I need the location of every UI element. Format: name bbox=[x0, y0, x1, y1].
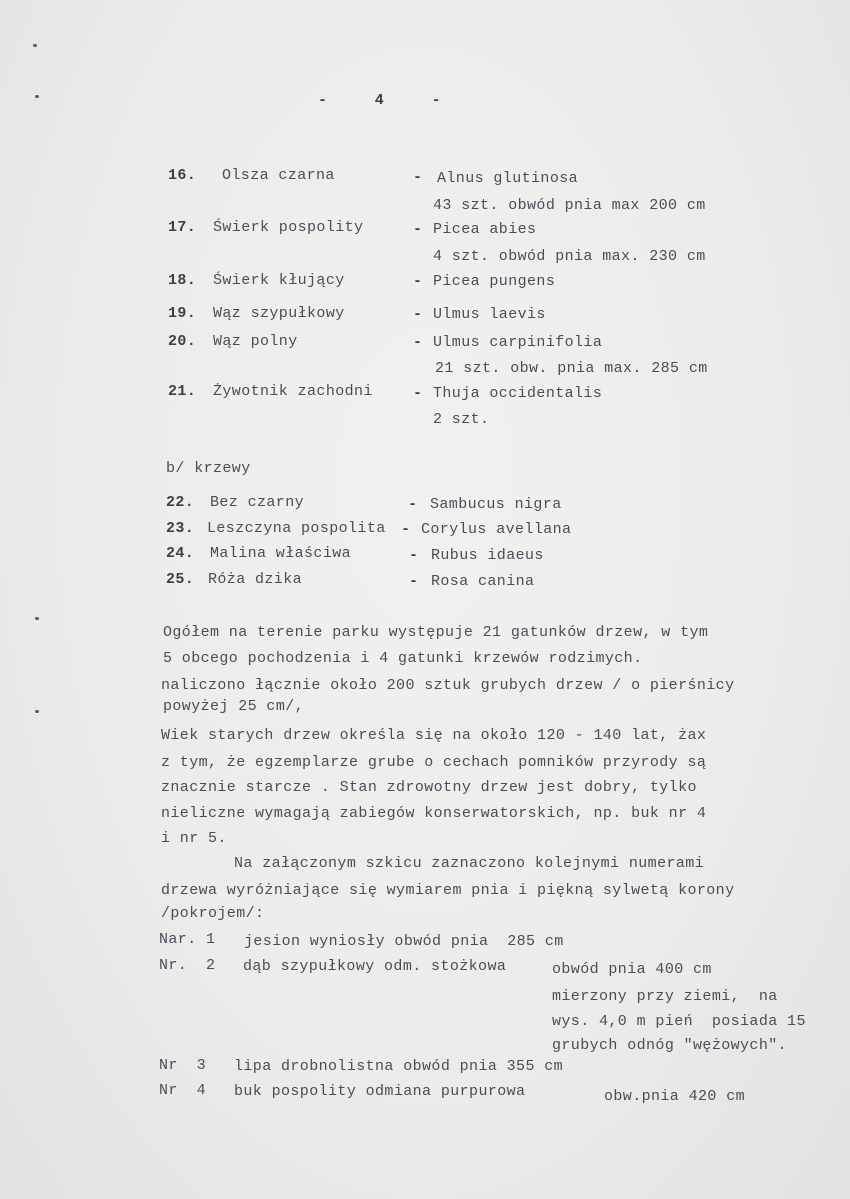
dash: - bbox=[413, 334, 423, 351]
tree-note: 4 szt. obwód pnia max. 230 cm bbox=[433, 248, 706, 265]
dash: - bbox=[401, 521, 411, 538]
punch-mark bbox=[35, 95, 39, 98]
tree-description: dąb szypułkowy odm. stożkowa bbox=[243, 958, 507, 975]
tree-note: 2 szt. bbox=[433, 411, 490, 428]
polish-name: Wąz polny bbox=[213, 333, 298, 350]
paragraph-line: /pokrojem/: bbox=[161, 905, 265, 922]
list-item-number: 22. bbox=[166, 494, 195, 511]
latin-name: Corylus avellana bbox=[421, 521, 572, 538]
paragraph-line: z tym, że egzemplarze grube o cechach pomników przyrody są bbox=[161, 754, 707, 771]
dash: - bbox=[413, 306, 423, 323]
tree-description: jesion wyniosły obwód pnia 285 cm bbox=[244, 933, 564, 950]
list-item-number: 25. bbox=[166, 571, 195, 588]
polish-name: Olsza czarna bbox=[222, 167, 335, 184]
punch-mark bbox=[33, 44, 37, 47]
latin-name: Picea abies bbox=[433, 221, 537, 238]
polish-name: Świerk pospolity bbox=[213, 219, 364, 236]
section-heading: b/ krzewy bbox=[166, 460, 251, 477]
dash: - bbox=[413, 273, 423, 290]
polish-name: Świerk kłujący bbox=[213, 272, 345, 289]
dash: - bbox=[408, 496, 418, 513]
tree-description: lipa drobnolistna obwód pnia 355 cm bbox=[234, 1058, 564, 1075]
paragraph-line: powyżej 25 cm/, bbox=[163, 698, 305, 715]
dash: - bbox=[409, 547, 419, 564]
paragraph-line: znacznie starcze . Stan zdrowotny drzew jest dobry, tylko bbox=[161, 779, 697, 796]
polish-name: Bez czarny bbox=[210, 494, 305, 511]
tree-measurement: obw.pnia 420 cm bbox=[604, 1088, 746, 1105]
punch-mark bbox=[35, 617, 39, 620]
list-item-number: 16. bbox=[168, 167, 197, 184]
paragraph-line: Wiek starych drzew określa się na około 120 - 140 lat, żax bbox=[161, 727, 707, 744]
tree-description: buk pospolity odmiana purpurowa bbox=[234, 1083, 526, 1100]
page-number: - 4 - bbox=[318, 92, 442, 109]
tree-number-label: Nar. 1 bbox=[159, 931, 216, 948]
list-item-number: 21. bbox=[168, 383, 197, 400]
latin-name: Rosa canina bbox=[431, 573, 535, 590]
paragraph-line: Ogółem na terenie parku występuje 21 gatunków drzew, w tym bbox=[163, 624, 709, 641]
tree-note: 21 szt. obw. pnia max. 285 cm bbox=[435, 360, 708, 377]
paragraph-line: drzewa wyróżniające się wymiarem pnia i piękną sylwetą korony bbox=[161, 882, 735, 899]
tree-measurement: grubych odnóg "wężowych". bbox=[552, 1037, 788, 1054]
polish-name: Leszczyna pospolita bbox=[207, 520, 386, 537]
polish-name: Róża dzika bbox=[208, 571, 303, 588]
dash: - bbox=[413, 385, 423, 402]
latin-name: Thuja occidentalis bbox=[433, 385, 603, 402]
dash: - bbox=[409, 573, 419, 590]
list-item-number: 18. bbox=[168, 272, 197, 289]
paragraph-line: naliczono łącznie około 200 sztuk grubych drzew / o pierśnicy bbox=[161, 677, 735, 694]
latin-name: Alnus glutinosa bbox=[437, 170, 579, 187]
list-item-number: 23. bbox=[166, 520, 195, 537]
polish-name: Malina właściwa bbox=[210, 545, 352, 562]
list-item-number: 24. bbox=[166, 545, 195, 562]
paragraph-line: 5 obcego pochodzenia i 4 gatunki krzewów rodzimych. bbox=[163, 650, 643, 667]
list-item-number: 20. bbox=[168, 333, 197, 350]
latin-name: Rubus idaeus bbox=[431, 547, 544, 564]
polish-name: Wąz szypułkowy bbox=[213, 305, 345, 322]
tree-measurement: wys. 4,0 m pień posiada 15 bbox=[552, 1013, 806, 1030]
latin-name: Ulmus laevis bbox=[433, 306, 546, 323]
tree-measurement: mierzony przy ziemi, na bbox=[552, 988, 778, 1005]
latin-name: Sambucus nigra bbox=[430, 496, 562, 513]
dash: - bbox=[413, 221, 423, 238]
dash: - bbox=[413, 169, 423, 186]
punch-mark bbox=[35, 710, 39, 713]
tree-number-label: Nr. 2 bbox=[159, 957, 216, 974]
latin-name: Picea pungens bbox=[433, 273, 556, 290]
list-item-number: 17. bbox=[168, 219, 197, 236]
tree-number-label: Nr 3 bbox=[159, 1057, 207, 1074]
paragraph-line: nieliczne wymagają zabiegów konserwatorskich, np. buk nr 4 bbox=[161, 805, 707, 822]
polish-name: Żywotnik zachodni bbox=[213, 383, 373, 400]
tree-measurement: obwód pnia 400 cm bbox=[552, 961, 712, 978]
paragraph-line: i nr 5. bbox=[161, 830, 227, 847]
tree-note: 43 szt. obwód pnia max 200 cm bbox=[433, 197, 706, 214]
latin-name: Ulmus carpinifolia bbox=[433, 334, 603, 351]
tree-number-label: Nr 4 bbox=[159, 1082, 207, 1099]
paragraph-line: Na załączonym szkicu zaznaczono kolejnymi numerami bbox=[234, 855, 705, 872]
list-item-number: 19. bbox=[168, 305, 197, 322]
